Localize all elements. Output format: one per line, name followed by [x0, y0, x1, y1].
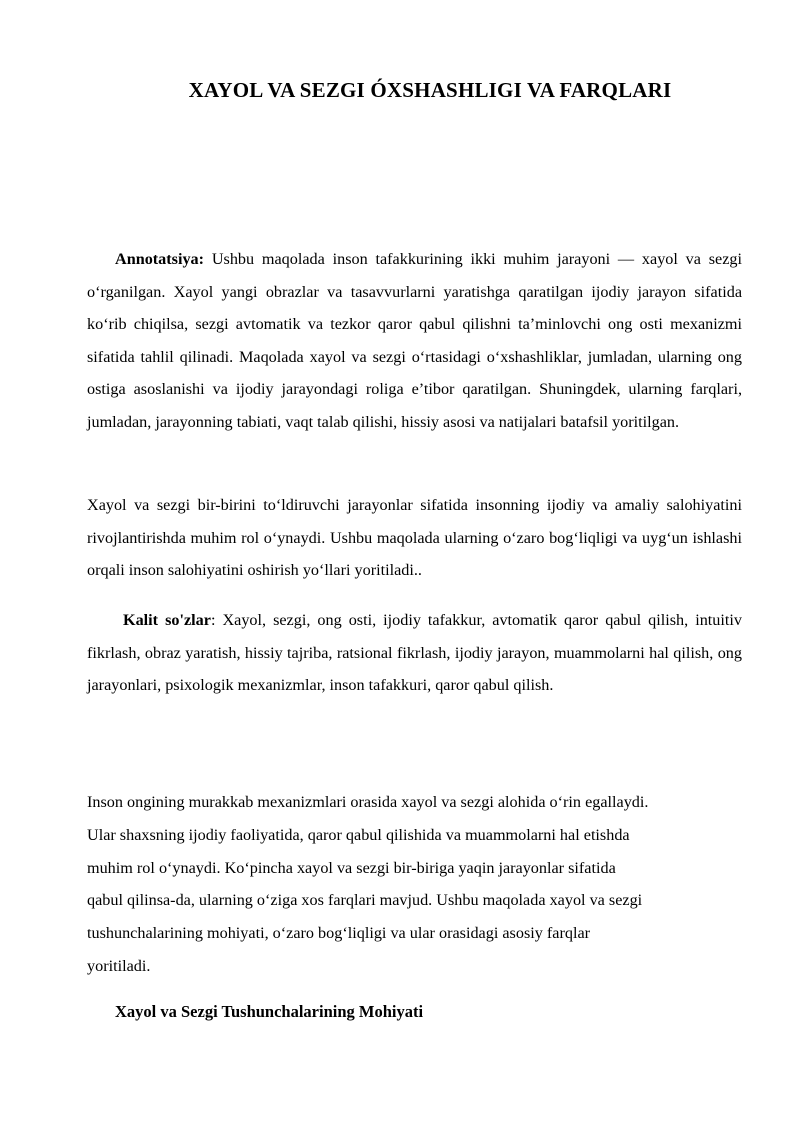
annotation-text: Ushbu maqolada inson tafakkurining ikki muhim jarayoni — xayol va sezgi o‘rganilgan. Xayol yangi obrazlar va tasavvurlarni yaratishga qaratilgan ijodiy jarayon sifatida ko‘rib chiqilsa, sezgi avtomatik va tezkor qaror qabul qilishni ta’minlovchi ong osti mexanizmi sifatida tahlil qilinadi. Maqolada xayol va sezgi o‘rtasidagi o‘xshashliklar, jumladan, ularning ong ostiga asoslanishi va ijodiy jarayondagi roliga e’tibor qaratilgan. Shuningdek, ularning farqlari, jumladan, jarayonning tabiati, vaqt talab qilishi, hissiy asosi va natijalari batafsil yoritilgan. [87, 250, 742, 431]
intro-line: yoritiladi. [87, 956, 151, 975]
keywords-paragraph [87, 604, 742, 702]
annotation-paragraph [87, 243, 742, 439]
section-heading: Xayol va Sezgi Tushunchalarining Mohiyati [115, 1002, 424, 1021]
intro-line: muhim rol o‘ynaydi. Ko‘pincha xayol va sezgi bir-biriga yaqin jarayonlar sifatida [87, 858, 616, 877]
keywords-text: Xayol, sezgi, ong osti, ijodiy tafakkur, avtomatik qaror qabul qilish, intuitiv fikrlash, obraz yaratish, hissiy tajriba, ratsional fikrlash, ijodiy jarayon, muammolarni hal qilish, ong jarayonlari, psixologik mexanizmlar, inson tafakkuri, qaror qabul qilish. [87, 611, 742, 695]
annotation-label: Annotatsiya: [115, 250, 205, 268]
intro-line: tushunchalarining mohiyati, o‘zaro bog‘liqligi va ular orasidagi asosiy farqlar [87, 924, 591, 943]
intro-line: Ular shaxsning ijodiy faoliyatida, qaror qabul qilishida va muammolarni hal etishda [87, 825, 630, 844]
intro-paragraph [87, 786, 742, 983]
keywords-label: Kalit so'zlar [123, 611, 211, 629]
intro-line: Inson ongining murakkab mexanizmlari orasida xayol va sezgi alohida o‘rin egallaydi. [87, 793, 649, 811]
intro-line: qabul qilinsa-da, ularning o‘ziga xos farqlari mavjud. Ushbu maqolada xayol va sezgi [87, 891, 643, 910]
document-title: XAYOL VA SEZGI ÓXSHASHLIGI VA FARQLARI [188, 78, 672, 102]
summary-paragraph: Xayol va sezgi bir-birini to‘ldiruvchi jarayonlar sifatida insonning ijodiy va amaliy salohiyatini rivojlantirishda muhim rol o‘ynaydi. Ushbu maqolada ularning o‘zaro bog‘liqligi va uyg‘un ishlashi orqali inson salohiyatini oshirish yo‘llari yoritiladi.. [87, 496, 742, 580]
keywords-separator: : [210, 611, 216, 629]
